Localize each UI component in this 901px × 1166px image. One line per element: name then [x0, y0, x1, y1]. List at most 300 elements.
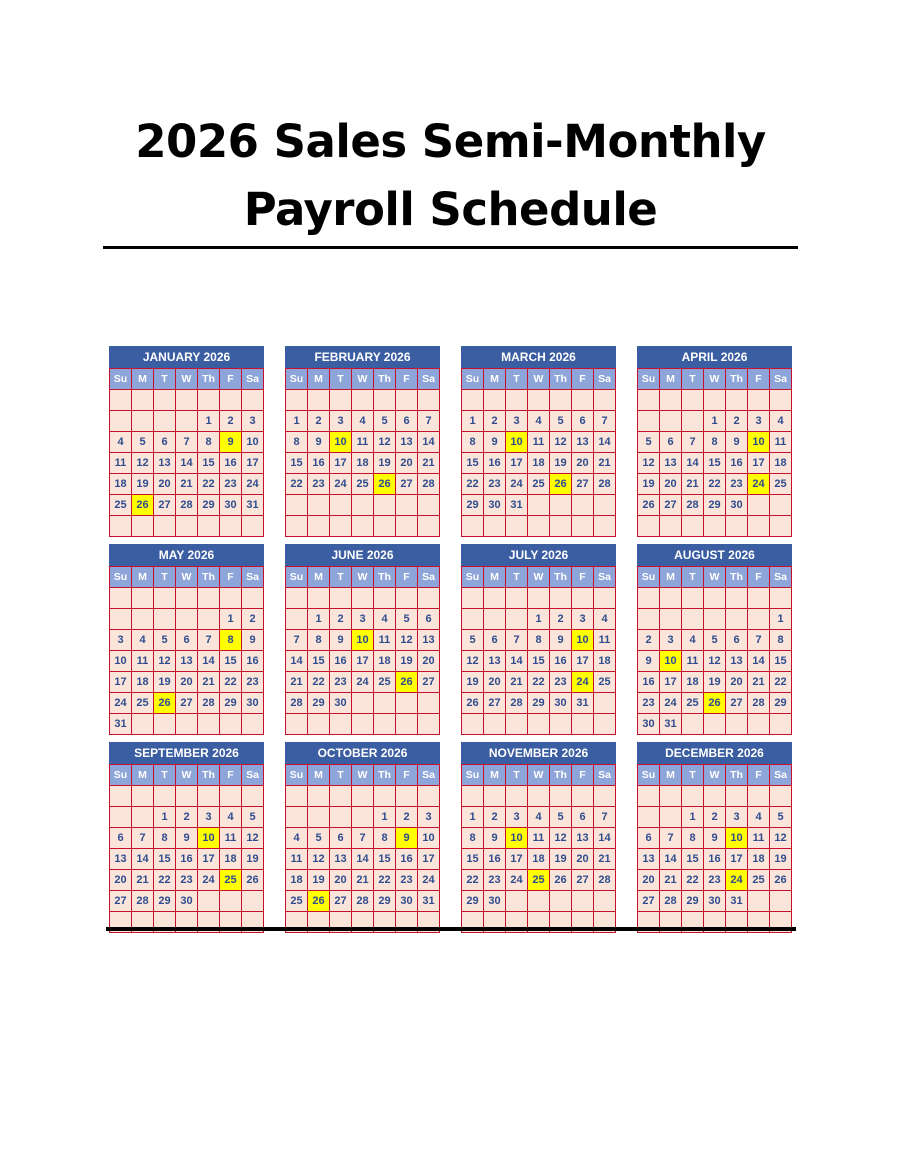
day-cell: 8	[770, 630, 792, 651]
day-cell: 20	[330, 870, 352, 891]
month-calendar	[461, 544, 616, 735]
weekday-label: M	[484, 567, 506, 588]
day-cell: 8	[528, 630, 550, 651]
empty-day-cell	[198, 588, 220, 609]
day-cell: 1	[154, 807, 176, 828]
day-cell: 28	[594, 870, 616, 891]
empty-day-cell	[594, 516, 616, 537]
day-cell: 31	[242, 495, 264, 516]
day-cell: 18	[132, 672, 154, 693]
week-row	[638, 630, 792, 651]
day-cell: 5	[704, 630, 726, 651]
payday-cell: 10	[660, 651, 682, 672]
week-row	[638, 891, 792, 912]
weekday-label: Su	[110, 369, 132, 390]
month-grid	[285, 368, 440, 537]
week-row	[110, 891, 264, 912]
empty-day-cell	[770, 516, 792, 537]
week-row	[110, 588, 264, 609]
week-row	[638, 609, 792, 630]
empty-day-cell	[528, 516, 550, 537]
empty-day-cell	[528, 390, 550, 411]
empty-day-cell	[132, 714, 154, 735]
empty-day-cell	[330, 807, 352, 828]
day-cell: 7	[682, 432, 704, 453]
day-cell: 28	[352, 891, 374, 912]
empty-day-cell	[286, 786, 308, 807]
empty-day-cell	[748, 588, 770, 609]
day-cell: 26	[770, 870, 792, 891]
day-cell: 8	[462, 828, 484, 849]
empty-day-cell	[682, 786, 704, 807]
weekday-label: W	[176, 369, 198, 390]
day-cell: 11	[352, 432, 374, 453]
empty-day-cell	[726, 786, 748, 807]
day-cell: 13	[638, 849, 660, 870]
empty-day-cell	[638, 588, 660, 609]
empty-day-cell	[528, 588, 550, 609]
empty-day-cell	[110, 411, 132, 432]
weekday-label: Th	[550, 765, 572, 786]
day-cell: 25	[286, 891, 308, 912]
day-cell: 29	[374, 891, 396, 912]
day-cell: 21	[594, 849, 616, 870]
day-cell: 22	[770, 672, 792, 693]
day-cell: 3	[726, 807, 748, 828]
week-row	[638, 693, 792, 714]
day-cell: 2	[550, 609, 572, 630]
empty-day-cell	[198, 390, 220, 411]
empty-day-cell	[682, 714, 704, 735]
day-cell: 11	[770, 432, 792, 453]
day-cell: 19	[550, 453, 572, 474]
day-cell: 11	[286, 849, 308, 870]
day-cell: 28	[176, 495, 198, 516]
empty-day-cell	[660, 516, 682, 537]
day-cell: 12	[638, 453, 660, 474]
day-cell: 17	[572, 651, 594, 672]
empty-day-cell	[770, 891, 792, 912]
title-line-1: 2026 Sales Semi-Monthly	[135, 115, 766, 168]
weekday-label: Sa	[770, 567, 792, 588]
empty-day-cell	[726, 609, 748, 630]
day-cell: 9	[638, 651, 660, 672]
weekday-label: F	[396, 369, 418, 390]
empty-day-cell	[528, 786, 550, 807]
empty-day-cell	[242, 891, 264, 912]
weekday-label: Su	[462, 369, 484, 390]
empty-day-cell	[462, 609, 484, 630]
day-cell: 2	[308, 411, 330, 432]
day-cell: 14	[352, 849, 374, 870]
month-grid	[637, 368, 792, 537]
day-cell: 31	[506, 495, 528, 516]
empty-day-cell	[726, 714, 748, 735]
empty-day-cell	[594, 588, 616, 609]
top-divider	[103, 246, 798, 249]
day-cell: 4	[352, 411, 374, 432]
week-row	[638, 870, 792, 891]
weekday-label: M	[132, 567, 154, 588]
week-row	[110, 651, 264, 672]
day-cell: 14	[748, 651, 770, 672]
empty-day-cell	[374, 516, 396, 537]
empty-day-cell	[330, 588, 352, 609]
day-cell: 14	[660, 849, 682, 870]
day-cell: 16	[484, 453, 506, 474]
weekday-label: T	[682, 765, 704, 786]
day-cell: 21	[682, 474, 704, 495]
empty-day-cell	[396, 693, 418, 714]
weekday-label: Sa	[594, 567, 616, 588]
payday-cell: 24	[748, 474, 770, 495]
month-grid	[637, 566, 792, 735]
day-cell: 29	[770, 693, 792, 714]
empty-day-cell	[462, 786, 484, 807]
empty-day-cell	[638, 786, 660, 807]
day-cell: 20	[572, 849, 594, 870]
day-cell: 5	[638, 432, 660, 453]
month-grid	[109, 764, 264, 933]
empty-day-cell	[660, 609, 682, 630]
day-cell: 24	[198, 870, 220, 891]
empty-day-cell	[396, 495, 418, 516]
month-title: JUNE 2026	[285, 544, 440, 566]
day-cell: 11	[528, 828, 550, 849]
day-cell: 22	[528, 672, 550, 693]
day-cell: 6	[110, 828, 132, 849]
empty-day-cell	[286, 714, 308, 735]
weekday-label: F	[220, 765, 242, 786]
weekday-label: Th	[374, 765, 396, 786]
week-row	[110, 495, 264, 516]
payday-cell: 25	[528, 870, 550, 891]
empty-day-cell	[506, 390, 528, 411]
month-calendar	[637, 346, 792, 537]
empty-day-cell	[660, 807, 682, 828]
day-cell: 13	[330, 849, 352, 870]
weekday-label: Th	[198, 369, 220, 390]
day-cell: 25	[374, 672, 396, 693]
empty-day-cell	[418, 714, 440, 735]
month-grid	[461, 368, 616, 537]
weekday-label: Th	[726, 765, 748, 786]
day-cell: 12	[132, 453, 154, 474]
day-cell: 26	[242, 870, 264, 891]
day-cell: 16	[242, 651, 264, 672]
day-cell: 6	[484, 630, 506, 651]
empty-day-cell	[770, 495, 792, 516]
empty-day-cell	[132, 516, 154, 537]
week-row	[286, 474, 440, 495]
day-cell: 5	[396, 609, 418, 630]
weekday-label: W	[704, 765, 726, 786]
empty-day-cell	[550, 714, 572, 735]
day-cell: 5	[132, 432, 154, 453]
day-cell: 4	[286, 828, 308, 849]
empty-day-cell	[220, 714, 242, 735]
empty-day-cell	[748, 609, 770, 630]
day-cell: 11	[110, 453, 132, 474]
month-calendar	[461, 742, 616, 933]
day-cell: 24	[418, 870, 440, 891]
day-cell: 20	[418, 651, 440, 672]
empty-day-cell	[748, 714, 770, 735]
day-cell: 16	[550, 651, 572, 672]
day-cell: 19	[550, 849, 572, 870]
payday-cell: 8	[220, 630, 242, 651]
month-grid	[637, 764, 792, 933]
day-cell: 1	[682, 807, 704, 828]
day-cell: 30	[638, 714, 660, 735]
day-cell: 7	[660, 828, 682, 849]
day-cell: 7	[176, 432, 198, 453]
day-cell: 7	[198, 630, 220, 651]
day-cell: 5	[154, 630, 176, 651]
empty-day-cell	[770, 786, 792, 807]
day-cell: 29	[154, 891, 176, 912]
weekday-header-row	[286, 765, 440, 786]
day-cell: 14	[286, 651, 308, 672]
day-cell: 24	[506, 474, 528, 495]
day-cell: 21	[352, 870, 374, 891]
weekday-label: Sa	[770, 369, 792, 390]
day-cell: 1	[286, 411, 308, 432]
day-cell: 6	[396, 411, 418, 432]
day-cell: 26	[462, 693, 484, 714]
empty-day-cell	[154, 588, 176, 609]
week-row	[638, 672, 792, 693]
day-cell: 17	[242, 453, 264, 474]
day-cell: 15	[528, 651, 550, 672]
empty-day-cell	[550, 786, 572, 807]
day-cell: 12	[462, 651, 484, 672]
day-cell: 21	[660, 870, 682, 891]
day-cell: 15	[704, 453, 726, 474]
weekday-label: F	[748, 765, 770, 786]
day-cell: 15	[198, 453, 220, 474]
day-cell: 27	[176, 693, 198, 714]
payday-cell: 9	[396, 828, 418, 849]
empty-day-cell	[506, 588, 528, 609]
week-row	[462, 807, 616, 828]
week-row	[286, 807, 440, 828]
week-row	[286, 714, 440, 735]
empty-day-cell	[374, 693, 396, 714]
month-title: MARCH 2026	[461, 346, 616, 368]
weekday-label: Sa	[242, 567, 264, 588]
empty-day-cell	[286, 609, 308, 630]
day-cell: 7	[286, 630, 308, 651]
empty-day-cell	[242, 516, 264, 537]
day-cell: 16	[704, 849, 726, 870]
empty-day-cell	[704, 786, 726, 807]
empty-day-cell	[418, 516, 440, 537]
day-cell: 20	[154, 474, 176, 495]
empty-day-cell	[484, 588, 506, 609]
day-cell: 15	[286, 453, 308, 474]
payday-cell: 26	[154, 693, 176, 714]
day-cell: 8	[308, 630, 330, 651]
weekday-label: W	[352, 567, 374, 588]
empty-day-cell	[660, 786, 682, 807]
day-cell: 16	[330, 651, 352, 672]
day-cell: 2	[330, 609, 352, 630]
empty-day-cell	[682, 390, 704, 411]
weekday-label: M	[660, 369, 682, 390]
weekday-header-row	[286, 567, 440, 588]
weekday-label: T	[682, 369, 704, 390]
day-cell: 29	[462, 891, 484, 912]
day-cell: 29	[308, 693, 330, 714]
week-row	[286, 390, 440, 411]
day-cell: 9	[308, 432, 330, 453]
weekday-label: M	[660, 567, 682, 588]
day-cell: 23	[704, 870, 726, 891]
empty-day-cell	[396, 714, 418, 735]
weekday-label: T	[154, 567, 176, 588]
weekday-header-row	[110, 567, 264, 588]
empty-day-cell	[110, 807, 132, 828]
empty-day-cell	[462, 714, 484, 735]
day-cell: 27	[484, 693, 506, 714]
weekday-label: Th	[550, 369, 572, 390]
day-cell: 6	[638, 828, 660, 849]
day-cell: 3	[506, 411, 528, 432]
empty-day-cell	[286, 588, 308, 609]
day-cell: 27	[572, 870, 594, 891]
day-cell: 19	[308, 870, 330, 891]
week-row	[462, 891, 616, 912]
weekday-label: F	[220, 369, 242, 390]
week-row	[462, 714, 616, 735]
empty-day-cell	[418, 588, 440, 609]
empty-day-cell	[726, 588, 748, 609]
week-row	[638, 453, 792, 474]
empty-day-cell	[638, 609, 660, 630]
day-cell: 6	[572, 411, 594, 432]
month-grid	[285, 566, 440, 735]
day-cell: 4	[132, 630, 154, 651]
empty-day-cell	[484, 609, 506, 630]
day-cell: 4	[528, 411, 550, 432]
day-cell: 1	[704, 411, 726, 432]
day-cell: 3	[572, 609, 594, 630]
day-cell: 21	[748, 672, 770, 693]
empty-day-cell	[198, 891, 220, 912]
day-cell: 14	[176, 453, 198, 474]
month-grid	[461, 566, 616, 735]
day-cell: 9	[704, 828, 726, 849]
week-row	[638, 807, 792, 828]
day-cell: 17	[198, 849, 220, 870]
week-row	[286, 828, 440, 849]
week-row	[462, 786, 616, 807]
weekday-label: Sa	[770, 765, 792, 786]
day-cell: 4	[528, 807, 550, 828]
empty-day-cell	[352, 807, 374, 828]
payday-cell: 10	[330, 432, 352, 453]
day-cell: 5	[550, 411, 572, 432]
empty-day-cell	[154, 714, 176, 735]
empty-day-cell	[352, 786, 374, 807]
day-cell: 2	[396, 807, 418, 828]
empty-day-cell	[484, 390, 506, 411]
day-cell: 4	[220, 807, 242, 828]
week-row	[286, 411, 440, 432]
day-cell: 18	[220, 849, 242, 870]
day-cell: 4	[374, 609, 396, 630]
week-row	[110, 672, 264, 693]
empty-day-cell	[308, 390, 330, 411]
week-row	[110, 630, 264, 651]
day-cell: 10	[242, 432, 264, 453]
empty-day-cell	[176, 411, 198, 432]
empty-day-cell	[704, 609, 726, 630]
day-cell: 31	[572, 693, 594, 714]
week-row	[462, 693, 616, 714]
empty-day-cell	[528, 714, 550, 735]
empty-day-cell	[704, 516, 726, 537]
empty-day-cell	[374, 786, 396, 807]
day-cell: 22	[462, 474, 484, 495]
weekday-label: T	[506, 765, 528, 786]
day-cell: 3	[330, 411, 352, 432]
week-row	[638, 849, 792, 870]
payday-cell: 10	[748, 432, 770, 453]
day-cell: 30	[176, 891, 198, 912]
week-row	[286, 453, 440, 474]
empty-day-cell	[484, 786, 506, 807]
day-cell: 26	[638, 495, 660, 516]
day-cell: 21	[506, 672, 528, 693]
week-row	[286, 630, 440, 651]
day-cell: 7	[132, 828, 154, 849]
empty-day-cell	[308, 588, 330, 609]
empty-day-cell	[682, 609, 704, 630]
empty-day-cell	[594, 390, 616, 411]
empty-day-cell	[682, 516, 704, 537]
empty-day-cell	[176, 588, 198, 609]
day-cell: 23	[726, 474, 748, 495]
weekday-header-row	[638, 369, 792, 390]
empty-day-cell	[594, 786, 616, 807]
day-cell: 20	[176, 672, 198, 693]
weekday-label: Sa	[242, 765, 264, 786]
empty-day-cell	[374, 588, 396, 609]
day-cell: 17	[726, 849, 748, 870]
week-row	[462, 432, 616, 453]
empty-day-cell	[638, 390, 660, 411]
month-title: OCTOBER 2026	[285, 742, 440, 764]
day-cell: 17	[506, 453, 528, 474]
day-cell: 3	[110, 630, 132, 651]
day-cell: 27	[726, 693, 748, 714]
weekday-label: Sa	[418, 567, 440, 588]
month-calendar	[109, 544, 264, 735]
day-cell: 6	[572, 807, 594, 828]
week-row	[286, 849, 440, 870]
day-cell: 14	[594, 828, 616, 849]
day-cell: 2	[176, 807, 198, 828]
day-cell: 13	[572, 432, 594, 453]
day-cell: 3	[242, 411, 264, 432]
day-cell: 16	[638, 672, 660, 693]
empty-day-cell	[572, 516, 594, 537]
day-cell: 9	[726, 432, 748, 453]
week-row	[638, 411, 792, 432]
week-row	[638, 516, 792, 537]
